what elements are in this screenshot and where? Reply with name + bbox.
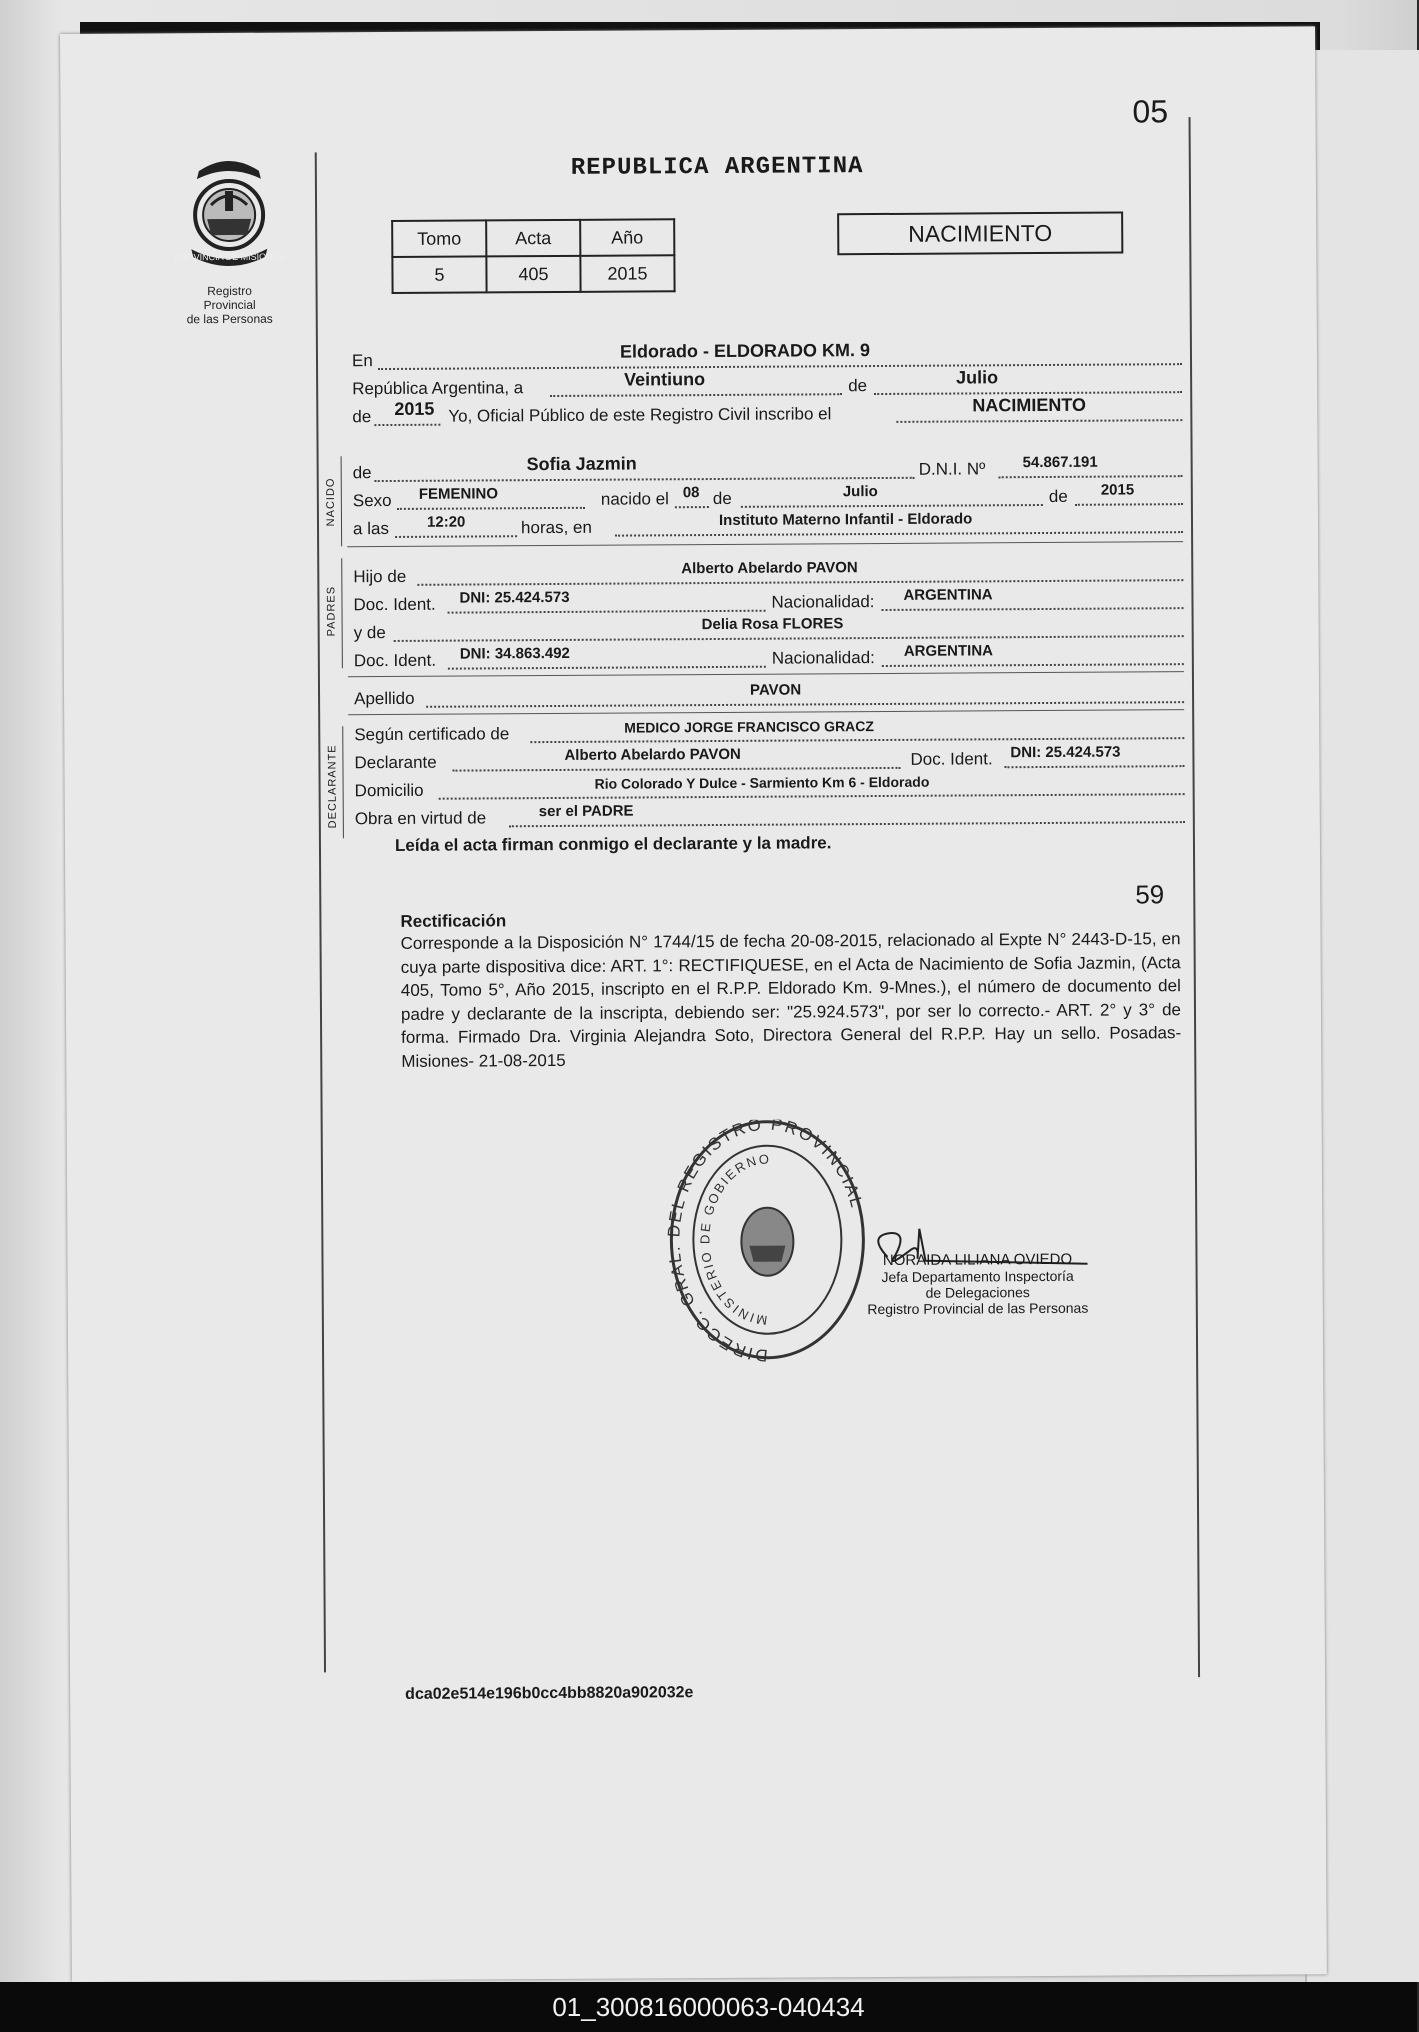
- page-number: 05: [1132, 93, 1169, 130]
- row-sexo: Sexo FEMENINO nacido el 08 de Julio de 2015: [353, 483, 1183, 514]
- row-mother: y de Delia Rosa FLORES: [354, 615, 1184, 646]
- father-nat-value: ARGENTINA: [903, 586, 993, 604]
- registry-value-acta: 405: [486, 256, 580, 293]
- row-apellido: Apellido PAVON: [354, 681, 1184, 712]
- place-value: Eldorado - ELDORADO KM. 9: [619, 340, 871, 362]
- signatory-name: NORAIDA LILIANA OVIEDO: [882, 1250, 1073, 1269]
- row-nacido-name: de Sofia Jazmin D.N.I. Nº 54.867.191: [353, 455, 1183, 486]
- row-year: de 2015 Yo, Oficial Público de este Registro Civil inscribo el NACIMIENTO: [352, 399, 1182, 430]
- child-name-value: Sofia Jazmin: [526, 453, 637, 475]
- year-value: 2015: [394, 398, 435, 419]
- row-hora: a las 12:20 horas, en Instituto Materno Infantil - Eldorado: [353, 511, 1183, 542]
- registry-value-row: [392, 255, 674, 293]
- row-date: República Argentina, a Veintiuno de Julio: [352, 371, 1182, 402]
- section-declarante-label: DECLARANTE: [326, 744, 339, 829]
- registry-value-ano: 2015: [580, 255, 674, 292]
- mother-name-value: Delia Rosa FLORES: [701, 615, 844, 634]
- month-value: Julio: [956, 367, 999, 388]
- birth-time-value: 12:20: [426, 513, 466, 531]
- row-place: En Eldorado - ELDORADO KM. 9: [352, 343, 1182, 374]
- province-logo: [174, 157, 285, 327]
- father-doc-value: DNI: 25.424.573: [459, 588, 570, 607]
- svg-text:DIRECC. GRAL. DEL REGISTRO PRO: DIRECC. GRAL. DEL REGISTRO PROVINCIAL: [666, 1119, 867, 1365]
- logo-label: Registro Provincial de las Personas: [186, 283, 273, 327]
- document-hash: dca02e514e196b0cc4bb8820a902032e: [405, 1684, 694, 1703]
- row-father: Hijo de Alberto Abelardo PAVON: [353, 559, 1183, 590]
- inscribe-value: NACIMIENTO: [972, 394, 1087, 416]
- signatory-org: Registro Provincial de las Personas: [867, 1299, 1089, 1318]
- registry-header-acta: Acta: [486, 220, 580, 257]
- registry-header-row: [392, 219, 674, 257]
- registry-table: [391, 218, 675, 294]
- signature-block: [847, 1224, 1108, 1346]
- registry-header-ano: Año: [580, 219, 674, 256]
- sexo-value: FEMENINO: [418, 485, 499, 503]
- seal-stamp-icon: [667, 1119, 869, 1370]
- svg-text:MINISTERIO DE GOBIERNO: MINISTERIO DE GOBIERNO: [697, 1151, 772, 1329]
- birth-place-value: Instituto Materno Infantil - Eldorado: [718, 510, 973, 529]
- apellido-value: PAVON: [749, 681, 802, 699]
- birth-month-value: Julio: [842, 483, 878, 501]
- document-title: REPUBLICA ARGENTINA: [570, 153, 864, 182]
- birth-day-value: 08: [682, 484, 700, 502]
- left-margin-line: [315, 152, 326, 1672]
- certificado-value: MEDICO JORGE FRANCISCO GRACZ: [624, 718, 874, 736]
- declarante-name-value: Alberto Abelardo PAVON: [564, 745, 741, 764]
- section-padres-label: PADRES: [325, 585, 338, 637]
- signatory-title: Jefa Departamento Inspectoría: [881, 1267, 1074, 1286]
- row-father-doc: Doc. Ident. DNI: 25.424.573 Nacionalidad: ARGENTINA: [353, 587, 1183, 618]
- birth-certificate-page: [60, 26, 1327, 1982]
- rectificacion-title: Rectificación: [400, 911, 507, 931]
- act-type-box: NACIMIENTO: [837, 212, 1123, 256]
- registry-header-tomo: Tomo: [392, 220, 486, 257]
- registry-value-tomo: 5: [392, 256, 486, 293]
- svg-text:PROVINCIA DE MISIONES: PROVINCIA DE MISIONES: [174, 251, 285, 263]
- father-name-value: Alberto Abelardo PAVON: [681, 559, 858, 578]
- domicilio-value: Rio Colorado Y Dulce - Sarmiento Km 6 - Eldorado: [594, 773, 930, 792]
- day-value: Veintiuno: [624, 369, 706, 390]
- child-dni-value: 54.867.191: [1022, 453, 1098, 472]
- closing-statement: Leída el acta firman conmigo el declarante y la madre.: [394, 833, 832, 855]
- birth-year-value: 2015: [1100, 481, 1135, 499]
- row-declarante: Declarante Alberto Abelardo PAVON Doc. Ident. DNI: 25.424.573: [354, 745, 1184, 776]
- number-59: 59: [1135, 879, 1165, 910]
- right-margin-line: [1189, 117, 1201, 1677]
- signatory-dept: de Delegaciones: [925, 1284, 1030, 1301]
- scan-footer-id: 01_300816000063-040434: [0, 1982, 1417, 2032]
- mother-doc-value: DNI: 34.863.492: [459, 644, 570, 663]
- section-nacido-label: NACIDO: [324, 477, 338, 527]
- official-seal: [667, 1119, 869, 1370]
- rectificacion-body: Corresponde a la Disposición N° 1744/15 de fecha 20-08-2015, relacionado al Expte N° 2443-D-15, en cuya parte dispositiva dice: ART. 1°: RECTIFIQUESE, en el Acta de Nacimiento de Sofia Jazmin, (Acta 405, Tomo 5°, Año 2015, inscripto en el R.P.P. Eldorado Km. 9-Mnes.), el número de documento del padre y declarante de la inscripta, debiendo ser: "25.924.573", por ser lo correcto.- ART. 2° y 3° de forma. Firmado Dra. Virginia Alejandra Soto, Directora General del R.P.P. Hay un sello. Posadas- Misiones- 21-08-2015: [400, 929, 1182, 1071]
- row-obra: Obra en virtud de ser el PADRE: [355, 801, 1185, 832]
- declarante-doc-value: DNI: 25.424.573: [1010, 743, 1121, 762]
- row-mother-doc: Doc. Ident. DNI: 34.863.492 Nacionalidad: ARGENTINA: [354, 643, 1184, 674]
- obra-value: ser el PADRE: [538, 802, 634, 821]
- row-certificado: Según certificado de MEDICO JORGE FRANCISCO GRACZ: [354, 717, 1184, 748]
- mother-nat-value: ARGENTINA: [903, 642, 994, 660]
- misiones-crest-icon: [174, 157, 285, 276]
- row-domicilio: Domicilio Rio Colorado Y Dulce - Sarmiento Km 6 - Eldorado: [355, 773, 1185, 804]
